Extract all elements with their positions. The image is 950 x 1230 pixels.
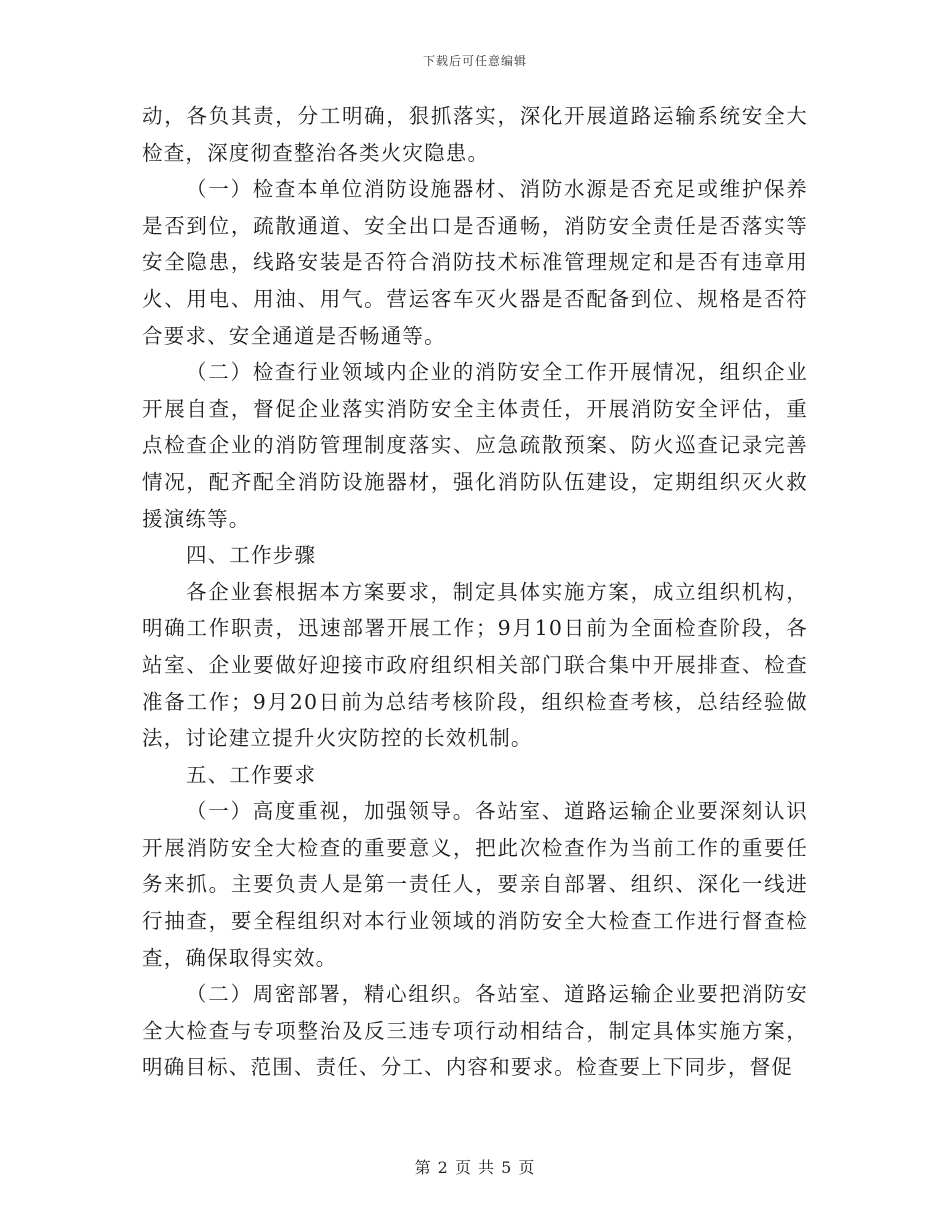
paragraph-work-steps: 各企业套根据本方案要求，制定具体实施方案，成立组织机构，明确工作职责，迅速部署开展工作；9月10日前为全面检查阶段，各站室、企业要做好迎接市政府组织相关部门联合集中开展排查、检查准备工作；9月20日前为总结考核阶段，组织检查考核，总结经验做法，讨论建立提升火灾防控的长效机制。 <box>142 579 808 751</box>
paragraph-requirement-2: （二）周密部署，精心组织。各站室、道路运输企业要把消防安全大检查与专项整治及反三违专项行动相结合，制定具体实施方案，明确目标、范围、责任、分工、内容和要求。检查要上下同步，督促 <box>142 982 808 1080</box>
paragraph-requirement-1: （一）高度重视，加强领导。各站室、道路运输企业要深刻认识开展消防安全大检查的重要意义，把此次检查作为当前工作的重要任务来抓。主要负责人是第一责任人，要亲自部署、组织、深化一线进行抽查，要全程组织对本行业领域的消防安全大检查工作进行督查检查，确保取得实效。 <box>142 799 808 970</box>
paragraph-check-item-1: （一）检查本单位消防设施器材、消防水源是否充足或维护保养是否到位，疏散通道、安全出口是否通畅，消防安全责任是否落实等安全隐患，线路安装是否符合消防技术标准管理规定和是否有违章用火、用电、用油、用气。营运客车灭火器是否配备到位、规格是否符合要求、安全通道是否畅通等。 <box>142 177 808 348</box>
document-body <box>142 98 808 1086</box>
paragraph-check-item-2: （二）检查行业领域内企业的消防安全工作开展情况，组织企业开展自查，督促企业落实消防安全主体责任，开展消防安全评估，重点检查企业的消防管理制度落实、应急疏散预案、防火巡查记录完善情况，配齐配全消防设施器材，强化消防队伍建设，定期组织灭火救援演练等。 <box>142 360 808 531</box>
paragraph-continuation: 动，各负其责，分工明确，狠抓落实，深化开展道路运输系统安全大检查，深度彻查整治各类火灾隐患。 <box>142 104 808 165</box>
page-number-footer: 第 2 页 共 5 页 <box>414 1158 536 1177</box>
page-header-note: 下载后可任意编辑 <box>422 54 527 68</box>
section-heading-work-requirements: 五、工作要求 <box>186 762 317 787</box>
section-heading-work-steps: 四、工作步骤 <box>186 543 317 568</box>
